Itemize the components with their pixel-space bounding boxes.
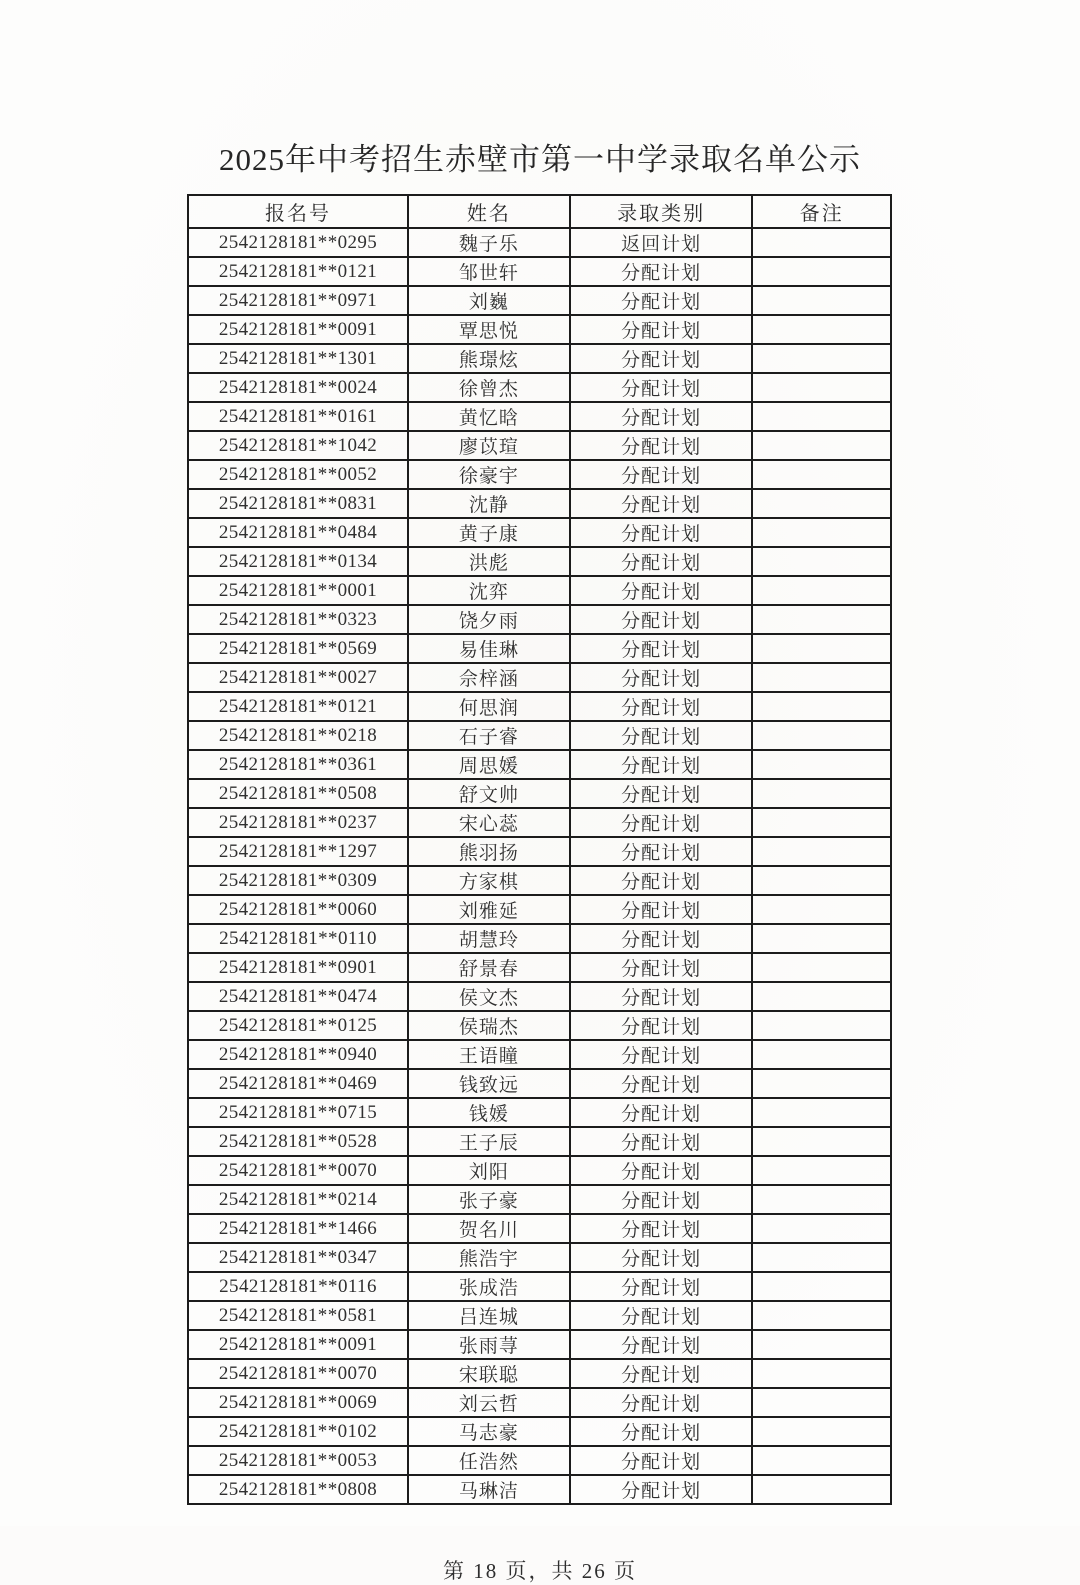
cell-registration-number: 2542128181**0347 bbox=[188, 1243, 408, 1272]
column-header-name: 姓名 bbox=[408, 195, 570, 228]
table-row bbox=[188, 460, 891, 489]
cell-remark bbox=[752, 1214, 891, 1243]
cell-name: 刘云哲 bbox=[408, 1388, 570, 1417]
cell-admission-category: 分配计划 bbox=[570, 373, 753, 402]
cell-remark bbox=[752, 1156, 891, 1185]
table-row bbox=[188, 1272, 891, 1301]
table-row bbox=[188, 576, 891, 605]
table-row bbox=[188, 808, 891, 837]
cell-remark bbox=[752, 402, 891, 431]
cell-admission-category: 分配计划 bbox=[570, 837, 753, 866]
cell-registration-number: 2542128181**0323 bbox=[188, 605, 408, 634]
cell-name: 覃思悦 bbox=[408, 315, 570, 344]
table-row bbox=[188, 1301, 891, 1330]
cell-remark bbox=[752, 373, 891, 402]
table-row bbox=[188, 373, 891, 402]
cell-remark bbox=[752, 1388, 891, 1417]
cell-remark bbox=[752, 1301, 891, 1330]
cell-registration-number: 2542128181**0214 bbox=[188, 1185, 408, 1214]
table-row bbox=[188, 924, 891, 953]
cell-registration-number: 2542128181**0102 bbox=[188, 1417, 408, 1446]
cell-registration-number: 2542128181**0161 bbox=[188, 402, 408, 431]
cell-admission-category: 分配计划 bbox=[570, 576, 753, 605]
cell-admission-category: 分配计划 bbox=[570, 895, 753, 924]
cell-admission-category: 分配计划 bbox=[570, 344, 753, 373]
table-row bbox=[188, 402, 891, 431]
cell-admission-category: 分配计划 bbox=[570, 1359, 753, 1388]
cell-registration-number: 2542128181**1466 bbox=[188, 1214, 408, 1243]
cell-remark bbox=[752, 547, 891, 576]
cell-name: 石子睿 bbox=[408, 721, 570, 750]
table-row bbox=[188, 1040, 891, 1069]
cell-registration-number: 2542128181**0052 bbox=[188, 460, 408, 489]
table-row bbox=[188, 1185, 891, 1214]
cell-registration-number: 2542128181**0831 bbox=[188, 489, 408, 518]
table-row bbox=[188, 692, 891, 721]
cell-admission-category: 分配计划 bbox=[570, 866, 753, 895]
cell-registration-number: 2542128181**0484 bbox=[188, 518, 408, 547]
cell-remark bbox=[752, 1040, 891, 1069]
cell-admission-category: 分配计划 bbox=[570, 431, 753, 460]
cell-admission-category: 分配计划 bbox=[570, 460, 753, 489]
table-row bbox=[188, 518, 891, 547]
cell-name: 沈静 bbox=[408, 489, 570, 518]
table-row bbox=[188, 1156, 891, 1185]
cell-registration-number: 2542128181**0295 bbox=[188, 228, 408, 257]
cell-name: 沈弈 bbox=[408, 576, 570, 605]
cell-remark bbox=[752, 866, 891, 895]
cell-admission-category: 分配计划 bbox=[570, 634, 753, 663]
cell-admission-category: 返回计划 bbox=[570, 228, 753, 257]
cell-name: 张子豪 bbox=[408, 1185, 570, 1214]
cell-registration-number: 2542128181**0508 bbox=[188, 779, 408, 808]
cell-name: 侯瑞杰 bbox=[408, 1011, 570, 1040]
cell-remark bbox=[752, 1475, 891, 1504]
cell-registration-number: 2542128181**0134 bbox=[188, 547, 408, 576]
cell-registration-number: 2542128181**1042 bbox=[188, 431, 408, 460]
cell-registration-number: 2542128181**0121 bbox=[188, 257, 408, 286]
cell-name: 钱致远 bbox=[408, 1069, 570, 1098]
column-header-remark: 备注 bbox=[752, 195, 891, 228]
cell-admission-category: 分配计划 bbox=[570, 1040, 753, 1069]
cell-registration-number: 2542128181**0027 bbox=[188, 663, 408, 692]
table-row bbox=[188, 750, 891, 779]
table-row bbox=[188, 1011, 891, 1040]
cell-remark bbox=[752, 1330, 891, 1359]
cell-name: 饶夕雨 bbox=[408, 605, 570, 634]
cell-registration-number: 2542128181**0024 bbox=[188, 373, 408, 402]
cell-admission-category: 分配计划 bbox=[570, 1388, 753, 1417]
cell-remark bbox=[752, 721, 891, 750]
cell-registration-number: 2542128181**0053 bbox=[188, 1446, 408, 1475]
cell-admission-category: 分配计划 bbox=[570, 489, 753, 518]
cell-remark bbox=[752, 1446, 891, 1475]
cell-remark bbox=[752, 1272, 891, 1301]
cell-remark bbox=[752, 1417, 891, 1446]
cell-remark bbox=[752, 1098, 891, 1127]
cell-admission-category: 分配计划 bbox=[570, 692, 753, 721]
table-row bbox=[188, 953, 891, 982]
cell-admission-category: 分配计划 bbox=[570, 1446, 753, 1475]
cell-registration-number: 2542128181**0001 bbox=[188, 576, 408, 605]
cell-name: 王语瞳 bbox=[408, 1040, 570, 1069]
cell-name: 徐曾杰 bbox=[408, 373, 570, 402]
table-row bbox=[188, 1069, 891, 1098]
table-row bbox=[188, 1446, 891, 1475]
page-title: 2025年中考招生赤壁市第一中学录取名单公示 bbox=[219, 142, 861, 177]
cell-admission-category: 分配计划 bbox=[570, 286, 753, 315]
cell-admission-category: 分配计划 bbox=[570, 953, 753, 982]
cell-registration-number: 2542128181**0474 bbox=[188, 982, 408, 1011]
cell-remark bbox=[752, 460, 891, 489]
cell-name: 黄子康 bbox=[408, 518, 570, 547]
page-number-footer: 第 18 页，共 26 页 bbox=[443, 1559, 637, 1583]
cell-remark bbox=[752, 344, 891, 373]
cell-remark bbox=[752, 1127, 891, 1156]
cell-name: 胡慧玲 bbox=[408, 924, 570, 953]
cell-name: 邹世轩 bbox=[408, 257, 570, 286]
cell-registration-number: 2542128181**0971 bbox=[188, 286, 408, 315]
cell-remark bbox=[752, 837, 891, 866]
table-row bbox=[188, 286, 891, 315]
table-row bbox=[188, 228, 891, 257]
table-header-row bbox=[188, 195, 891, 228]
cell-registration-number: 2542128181**0569 bbox=[188, 634, 408, 663]
cell-registration-number: 2542128181**0581 bbox=[188, 1301, 408, 1330]
cell-name: 魏子乐 bbox=[408, 228, 570, 257]
cell-registration-number: 2542128181**1301 bbox=[188, 344, 408, 373]
cell-name: 张成浩 bbox=[408, 1272, 570, 1301]
table-row bbox=[188, 721, 891, 750]
cell-registration-number: 2542128181**0091 bbox=[188, 315, 408, 344]
admission-list-table bbox=[187, 194, 892, 1505]
cell-admission-category: 分配计划 bbox=[570, 924, 753, 953]
cell-admission-category: 分配计划 bbox=[570, 605, 753, 634]
cell-name: 任浩然 bbox=[408, 1446, 570, 1475]
cell-name: 舒文帅 bbox=[408, 779, 570, 808]
table-row bbox=[188, 431, 891, 460]
cell-remark bbox=[752, 431, 891, 460]
cell-remark bbox=[752, 982, 891, 1011]
cell-remark bbox=[752, 1359, 891, 1388]
cell-registration-number: 2542128181**0218 bbox=[188, 721, 408, 750]
cell-remark bbox=[752, 257, 891, 286]
cell-name: 徐豪宇 bbox=[408, 460, 570, 489]
table-row bbox=[188, 895, 891, 924]
cell-registration-number: 2542128181**1297 bbox=[188, 837, 408, 866]
cell-name: 熊璟炫 bbox=[408, 344, 570, 373]
cell-remark bbox=[752, 605, 891, 634]
table-row bbox=[188, 1359, 891, 1388]
table-row bbox=[188, 837, 891, 866]
cell-admission-category: 分配计划 bbox=[570, 547, 753, 576]
table-row bbox=[188, 344, 891, 373]
cell-registration-number: 2542128181**0309 bbox=[188, 866, 408, 895]
table-row bbox=[188, 1243, 891, 1272]
cell-name: 易佳琳 bbox=[408, 634, 570, 663]
cell-admission-category: 分配计划 bbox=[570, 779, 753, 808]
cell-admission-category: 分配计划 bbox=[570, 257, 753, 286]
table-body bbox=[188, 228, 891, 1504]
cell-name: 钱媛 bbox=[408, 1098, 570, 1127]
table-row bbox=[188, 547, 891, 576]
cell-registration-number: 2542128181**0110 bbox=[188, 924, 408, 953]
cell-remark bbox=[752, 663, 891, 692]
table-row bbox=[188, 1330, 891, 1359]
cell-admission-category: 分配计划 bbox=[570, 518, 753, 547]
cell-name: 方家棋 bbox=[408, 866, 570, 895]
cell-registration-number: 2542128181**0237 bbox=[188, 808, 408, 837]
cell-name: 佘梓涵 bbox=[408, 663, 570, 692]
cell-registration-number: 2542128181**0469 bbox=[188, 1069, 408, 1098]
cell-admission-category: 分配计划 bbox=[570, 1156, 753, 1185]
column-header-admission-category: 录取类别 bbox=[570, 195, 753, 228]
cell-registration-number: 2542128181**0808 bbox=[188, 1475, 408, 1504]
cell-name: 熊浩宇 bbox=[408, 1243, 570, 1272]
column-header-registration-number: 报名号 bbox=[188, 195, 408, 228]
cell-remark bbox=[752, 576, 891, 605]
cell-registration-number: 2542128181**0116 bbox=[188, 1272, 408, 1301]
cell-name: 吕连城 bbox=[408, 1301, 570, 1330]
cell-admission-category: 分配计划 bbox=[570, 1098, 753, 1127]
cell-registration-number: 2542128181**0060 bbox=[188, 895, 408, 924]
table-row bbox=[188, 1475, 891, 1504]
cell-admission-category: 分配计划 bbox=[570, 663, 753, 692]
cell-remark bbox=[752, 808, 891, 837]
cell-name: 熊羽扬 bbox=[408, 837, 570, 866]
cell-remark bbox=[752, 1069, 891, 1098]
table-row bbox=[188, 605, 891, 634]
cell-registration-number: 2542128181**0069 bbox=[188, 1388, 408, 1417]
cell-registration-number: 2542128181**0528 bbox=[188, 1127, 408, 1156]
cell-admission-category: 分配计划 bbox=[570, 982, 753, 1011]
cell-registration-number: 2542128181**0070 bbox=[188, 1359, 408, 1388]
cell-name: 王子辰 bbox=[408, 1127, 570, 1156]
cell-name: 洪彪 bbox=[408, 547, 570, 576]
cell-admission-category: 分配计划 bbox=[570, 1127, 753, 1156]
cell-name: 廖苡瑄 bbox=[408, 431, 570, 460]
cell-registration-number: 2542128181**0901 bbox=[188, 953, 408, 982]
cell-registration-number: 2542128181**0125 bbox=[188, 1011, 408, 1040]
cell-name: 宋联聪 bbox=[408, 1359, 570, 1388]
cell-registration-number: 2542128181**0361 bbox=[188, 750, 408, 779]
cell-remark bbox=[752, 924, 891, 953]
table-row bbox=[188, 489, 891, 518]
table-row bbox=[188, 1388, 891, 1417]
table-row bbox=[188, 1098, 891, 1127]
cell-admission-category: 分配计划 bbox=[570, 1069, 753, 1098]
table-row bbox=[188, 1214, 891, 1243]
cell-remark bbox=[752, 953, 891, 982]
cell-name: 侯文杰 bbox=[408, 982, 570, 1011]
cell-admission-category: 分配计划 bbox=[570, 1243, 753, 1272]
cell-name: 黄忆晗 bbox=[408, 402, 570, 431]
cell-name: 何思润 bbox=[408, 692, 570, 721]
cell-remark bbox=[752, 1243, 891, 1272]
cell-name: 张雨荨 bbox=[408, 1330, 570, 1359]
cell-remark bbox=[752, 518, 891, 547]
cell-remark bbox=[752, 634, 891, 663]
cell-admission-category: 分配计划 bbox=[570, 1185, 753, 1214]
cell-admission-category: 分配计划 bbox=[570, 750, 753, 779]
cell-remark bbox=[752, 692, 891, 721]
cell-name: 刘雅延 bbox=[408, 895, 570, 924]
table-row bbox=[188, 866, 891, 895]
cell-name: 舒景春 bbox=[408, 953, 570, 982]
cell-admission-category: 分配计划 bbox=[570, 1330, 753, 1359]
cell-admission-category: 分配计划 bbox=[570, 402, 753, 431]
cell-remark bbox=[752, 779, 891, 808]
cell-name: 刘巍 bbox=[408, 286, 570, 315]
cell-admission-category: 分配计划 bbox=[570, 1475, 753, 1504]
cell-remark bbox=[752, 286, 891, 315]
cell-remark bbox=[752, 489, 891, 518]
table-row bbox=[188, 634, 891, 663]
cell-name: 贺名川 bbox=[408, 1214, 570, 1243]
cell-remark bbox=[752, 1011, 891, 1040]
table-row bbox=[188, 315, 891, 344]
cell-admission-category: 分配计划 bbox=[570, 721, 753, 750]
cell-name: 宋心蕊 bbox=[408, 808, 570, 837]
cell-registration-number: 2542128181**0715 bbox=[188, 1098, 408, 1127]
cell-name: 刘阳 bbox=[408, 1156, 570, 1185]
cell-admission-category: 分配计划 bbox=[570, 315, 753, 344]
cell-remark bbox=[752, 895, 891, 924]
cell-remark bbox=[752, 315, 891, 344]
table-row bbox=[188, 1127, 891, 1156]
cell-admission-category: 分配计划 bbox=[570, 1301, 753, 1330]
table-row bbox=[188, 982, 891, 1011]
cell-admission-category: 分配计划 bbox=[570, 1214, 753, 1243]
cell-admission-category: 分配计划 bbox=[570, 1417, 753, 1446]
cell-admission-category: 分配计划 bbox=[570, 1272, 753, 1301]
cell-admission-category: 分配计划 bbox=[570, 1011, 753, 1040]
cell-registration-number: 2542128181**0121 bbox=[188, 692, 408, 721]
cell-remark bbox=[752, 1185, 891, 1214]
cell-registration-number: 2542128181**0940 bbox=[188, 1040, 408, 1069]
cell-remark bbox=[752, 228, 891, 257]
cell-name: 马志豪 bbox=[408, 1417, 570, 1446]
cell-name: 马琳洁 bbox=[408, 1475, 570, 1504]
table-row bbox=[188, 1417, 891, 1446]
table-row bbox=[188, 663, 891, 692]
cell-registration-number: 2542128181**0070 bbox=[188, 1156, 408, 1185]
cell-name: 周思媛 bbox=[408, 750, 570, 779]
cell-admission-category: 分配计划 bbox=[570, 808, 753, 837]
table-row bbox=[188, 779, 891, 808]
cell-remark bbox=[752, 750, 891, 779]
table-row bbox=[188, 257, 891, 286]
cell-registration-number: 2542128181**0091 bbox=[188, 1330, 408, 1359]
